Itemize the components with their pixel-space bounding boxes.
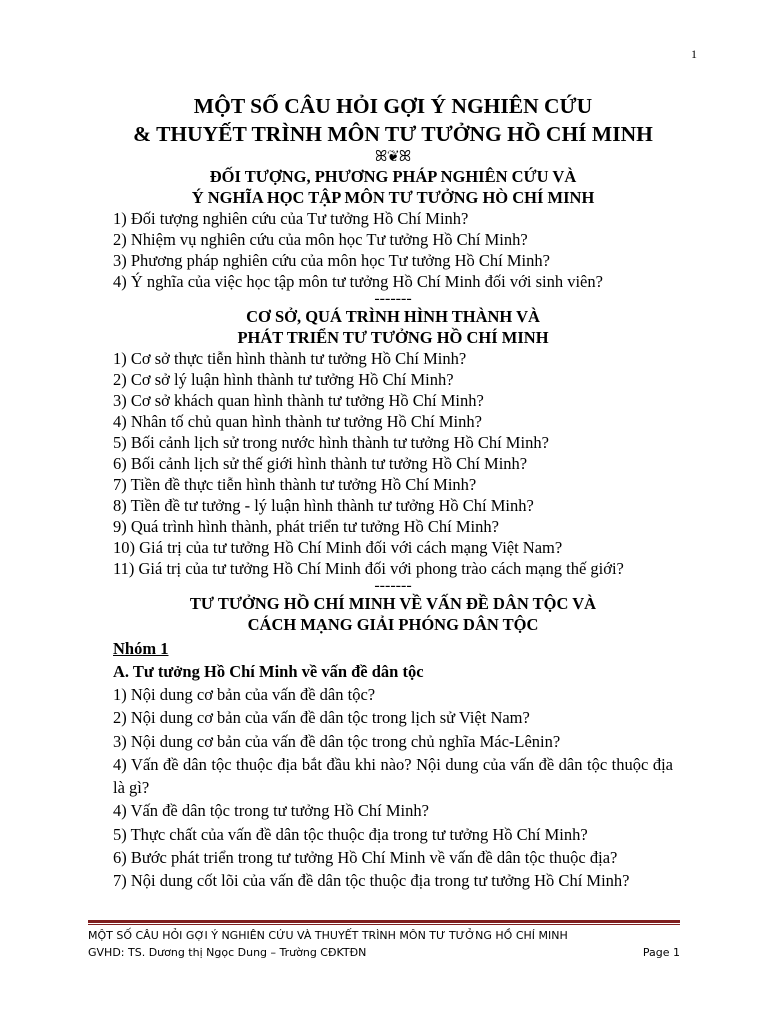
question-item: 9) Quá trình hình thành, phát triển tư tưởng Hồ Chí Minh? xyxy=(113,517,499,536)
question-item: 8) Tiền đề tư tưởng - lý luận hình thành tư tưởng Hồ Chí Minh? xyxy=(113,496,534,515)
section-1-heading-line1: ĐỐI TƯỢNG, PHƯƠNG PHÁP NGHIÊN CỨU VÀ xyxy=(209,167,577,186)
page-content xyxy=(113,92,673,893)
footer-title: MỘT SỐ CÂU HỎI GỢI Ý NGHIÊN CỨU VÀ THUYẾT TRÌNH MÔN TƯ TƯỞNG HỒ CHÍ MINH xyxy=(88,929,568,942)
question-item: 4) Ý nghĩa của việc học tập môn tư tưởng Hồ Chí Minh đối với sinh viên? xyxy=(113,272,603,291)
footer-rule xyxy=(88,920,680,923)
question-item: 4) Nhân tố chủ quan hình thành tư tưởng Hồ Chí Minh? xyxy=(113,412,482,431)
section-3-heading-line2: CÁCH MẠNG GIẢI PHÓNG DÂN TỘC xyxy=(247,615,539,634)
question-item: 6) Bước phát triển trong tư tưởng Hồ Chí Minh về vấn đề dân tộc thuộc địa? xyxy=(113,848,618,868)
footer-rule-thin xyxy=(88,924,680,925)
section-separator: ------- xyxy=(374,577,412,594)
question-item: 5) Bối cảnh lịch sử trong nước hình thành tư tưởng Hồ Chí Minh? xyxy=(113,433,549,452)
footer-page-label: Page 1 xyxy=(642,946,680,959)
question-item: 3) Phương pháp nghiên cứu của môn học Tư tưởng Hồ Chí Minh? xyxy=(113,251,550,270)
ornament-divider: ꕤ❦ꕤ xyxy=(374,149,412,165)
subsection-heading: A. Tư tưởng Hồ Chí Minh về vấn đề dân tộc xyxy=(113,662,424,681)
section-3-heading-line1: TƯ TƯỞNG HỒ CHÍ MINH VỀ VẤN ĐỀ DÂN TỘC VÀ xyxy=(189,594,597,613)
question-item: 3) Cơ sở khách quan hình thành tư tưởng Hồ Chí Minh? xyxy=(113,391,484,410)
section-separator: ------- xyxy=(374,290,412,307)
page-number: 1 xyxy=(691,47,697,61)
question-item: 4) Vấn đề dân tộc thuộc địa bắt đầu khi nào? Nội dung của vấn đề dân tộc thuộc địa là gì? xyxy=(113,754,673,798)
footer-row xyxy=(88,946,680,960)
section-1-heading-line2: Ý NGHĨA HỌC TẬP MÔN TƯ TƯỞNG HÒ CHÍ MINH xyxy=(191,188,595,207)
question-item: 4) Vấn đề dân tộc trong tư tưởng Hồ Chí Minh? xyxy=(113,801,429,821)
document-title-line1: MỘT SỐ CÂU HỎI GỢI Ý NGHIÊN CỨU xyxy=(193,94,593,118)
section-3-question-list xyxy=(113,683,673,893)
question-item: 3) Nội dung cơ bản của vấn đề dân tộc trong chủ nghĩa Mác-Lênin? xyxy=(113,731,561,751)
question-item: 7) Nội dung cốt lõi của vấn đề dân tộc thuộc địa trong tư tưởng Hồ Chí Minh? xyxy=(113,871,630,891)
section-2-heading-line1: CƠ SỞ, QUÁ TRÌNH HÌNH THÀNH VÀ xyxy=(246,307,540,326)
question-item: 1) Đối tượng nghiên cứu của Tư tưởng Hồ Chí Minh? xyxy=(113,209,469,228)
question-item: 2) Cơ sở lý luận hình thành tư tưởng Hồ Chí Minh? xyxy=(113,370,454,389)
section-2-heading-line2: PHÁT TRIỂN TƯ TƯỞNG HỒ CHÍ MINH xyxy=(237,328,549,347)
question-item: 1) Nội dung cơ bản của vấn đề dân tộc? xyxy=(113,685,376,704)
question-item: 6) Bối cảnh lịch sử thế giới hình thành tư tưởng Hồ Chí Minh? xyxy=(113,454,528,473)
document-title-line2: & THUYẾT TRÌNH MÔN TƯ TƯỞNG HỒ CHÍ MINH xyxy=(133,122,653,146)
section-1-question-list xyxy=(113,208,673,292)
question-item: 11) Giá trị của tư tưởng Hồ Chí Minh đối với phong trào cách mạng thế giới? xyxy=(113,559,624,578)
question-item: 2) Nhiệm vụ nghiên cứu của môn học Tư tưởng Hồ Chí Minh? xyxy=(113,230,528,249)
question-item: 10) Giá trị của tư tưởng Hồ Chí Minh đối với cách mạng Việt Nam? xyxy=(113,538,563,557)
question-item: 2) Nội dung cơ bản của vấn đề dân tộc trong lịch sử Việt Nam? xyxy=(113,708,530,728)
question-item: 7) Tiền đề thực tiễn hình thành tư tưởng Hồ Chí Minh? xyxy=(113,475,477,494)
footer-instructor: GVHD: TS. Dương thị Ngọc Dung – Trường CĐKTĐN xyxy=(88,946,367,959)
question-item: 5) Thực chất của vấn đề dân tộc thuộc địa trong tư tưởng Hồ Chí Minh? xyxy=(113,824,588,844)
question-item: 1) Cơ sở thực tiễn hình thành tư tưởng Hồ Chí Minh? xyxy=(113,349,467,368)
group-label: Nhóm 1 xyxy=(113,639,169,658)
section-2-question-list xyxy=(113,348,673,579)
